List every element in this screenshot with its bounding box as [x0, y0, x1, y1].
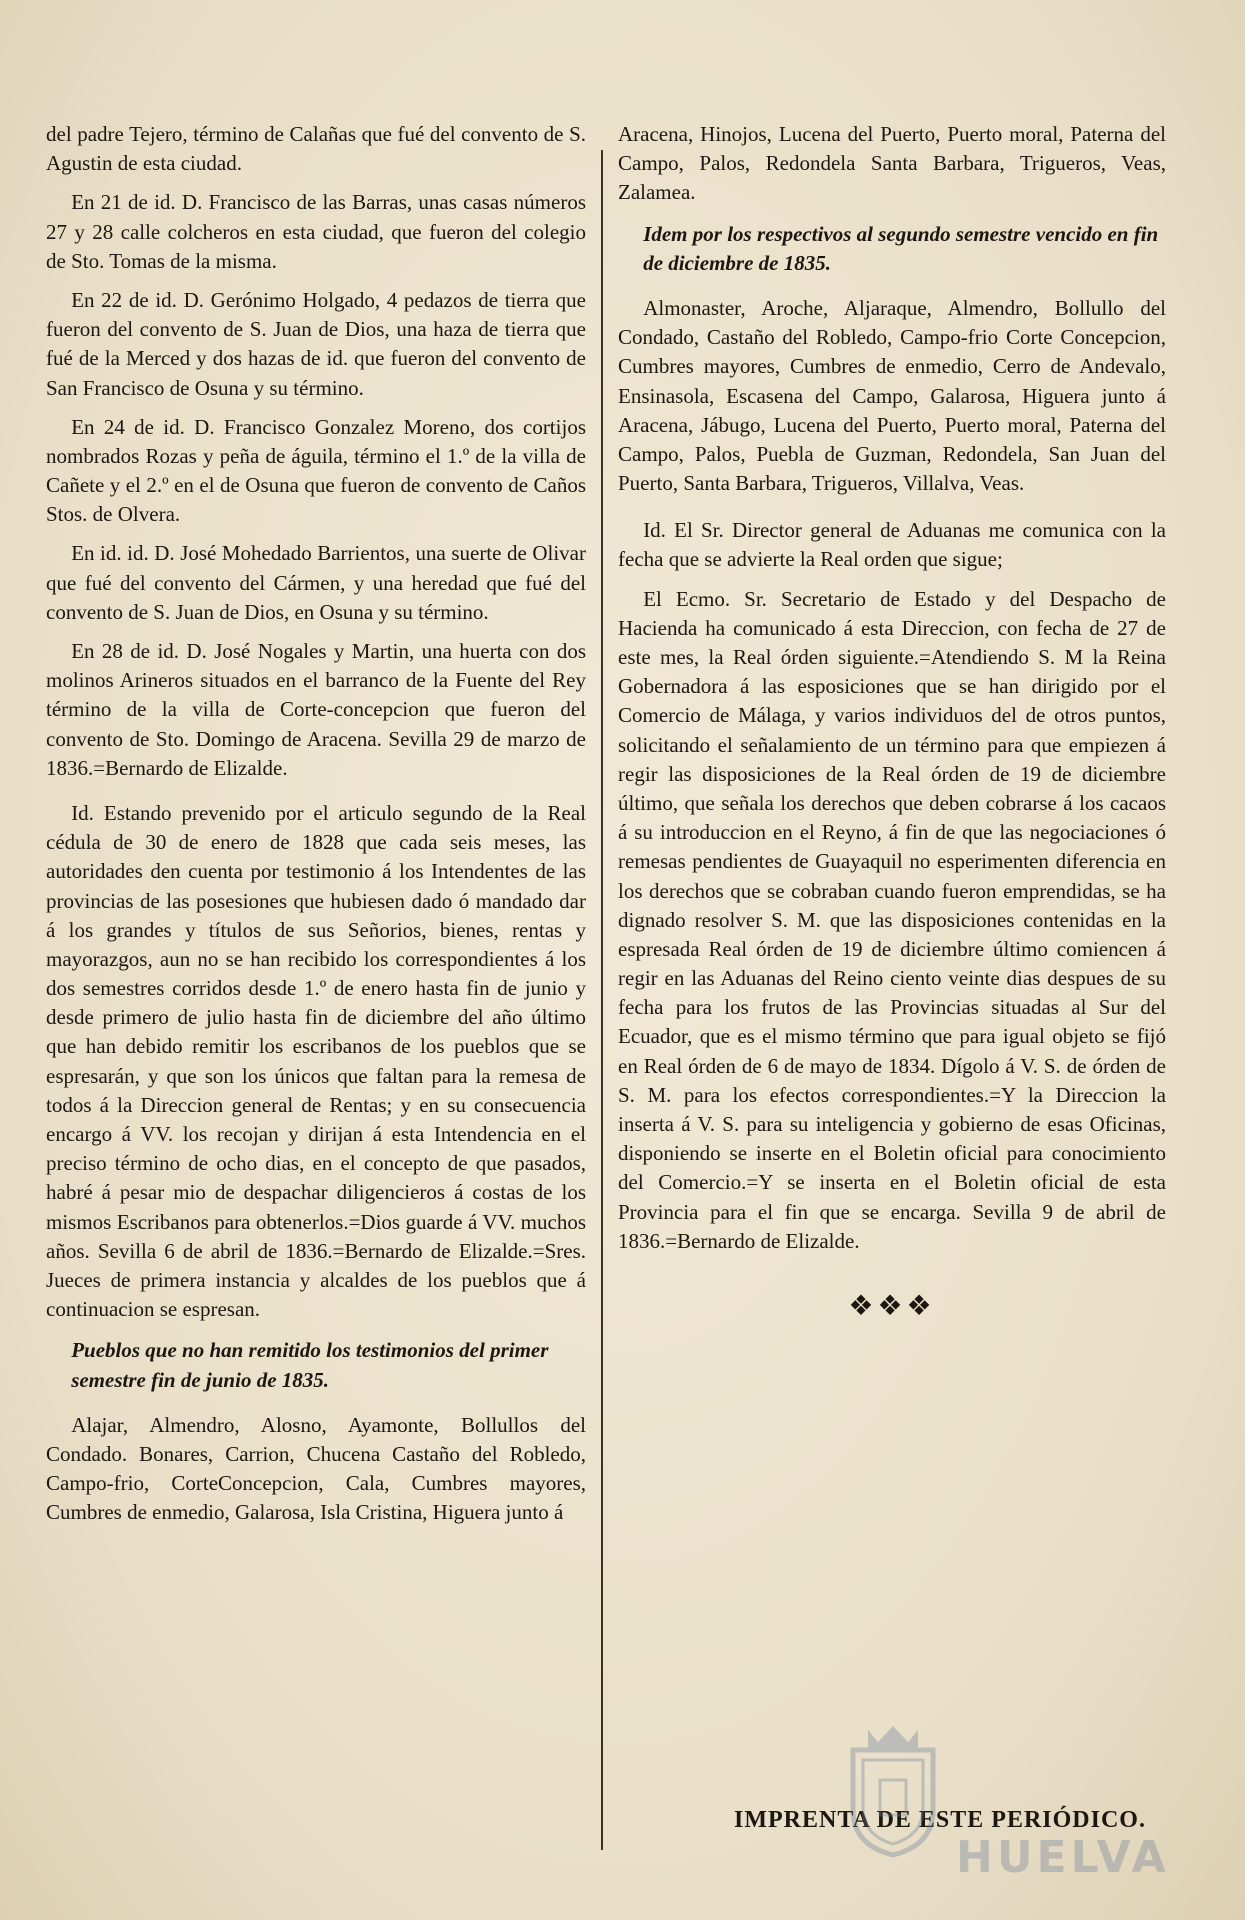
- watermark: [838, 1720, 1198, 1910]
- left-paragraph-7: Id. Estando prevenido por el articulo segundo de la Real cédula de 30 de enero de 1828 que cada seis meses, las autoridades den cuenta por testimonio á los Intendentes de las provincias de las posesiones que hubiesen dado ó mandado dar á los grandes y títulos de sus Señorios, bienes, rentas y mayorazgos, aun no se han recibido los correspondientes á los dos semestres corridos desde 1.º de enero hasta fin de junio y desde primero de julio hasta fin de diciembre del año último que han debido remitir los escribanos de los pueblos que se espresarán, y que son los únicos que faltan para la remesa de todos á la Direccion general de Rentas; y en su consecuencia encargo á VV. los recojan y dirijan á esta Intendencia en el preciso término de ocho dias, en el concepto de que pasados, habré á pesar mio de despachar diligencieros á costas de los mismos Escribanos para obtenerlos.=Dios guarde á VV. muchos años. Sevilla 6 de abril de 1836.=Bernardo de Elizalde.=Sres. Jueces de primera instancia y alcaldes de los pueblos que á continuacion se espresan.: [46, 800, 586, 1322]
- right-paragraph-1: Id. El Sr. Director general de Aduanas me comunica con la fecha que se advierte la Real orden que sigue;: [618, 518, 1166, 572]
- right-column: [618, 120, 1166, 1367]
- ornament-divider: ❖❖❖: [848, 1290, 936, 1322]
- left-paragraph-6: En 28 de id. D. José Nogales y Martin, una huerta con dos molinos Arineros situados en el barranco de la Fuente del Rey término de la villa de Corte-concepcion que fueron del convento de Sto. Domingo de Aracena. Sevilla 29 de marzo de 1836.=Bernardo de Elizalde.: [46, 639, 586, 780]
- left-section-heading: Pueblos que no han remitido los testimonios del primer semestre fin de junio de 1835.: [71, 1338, 549, 1392]
- watermark-text: HUELVA: [956, 1832, 1170, 1883]
- crest-icon: [838, 1720, 948, 1860]
- left-paragraph-3: En 22 de id. D. Gerónimo Holgado, 4 pedazos de tierra que fueron del convento de S. Juan de Dios, una haza de tierra que fué de la Merced y dos hazas de id. que fueron del convento de San Francisco de Osuna y su término.: [46, 287, 586, 400]
- left-column: [46, 120, 586, 1537]
- left-paragraph-4: En 24 de id. D. Francisco Gonzalez Moreno, dos cortijos nombrados Rozas y peña de águila, término el 1.º de la villa de Cañete y el 2.º en el de Osuna que fueron de convento de Caños Stos. de Olvera.: [46, 414, 586, 527]
- left-town-list: Alajar, Almendro, Alosno, Ayamonte, Bollullos del Condado. Bonares, Carrion, Chucena Castaño del Robledo, Campo-frio, CorteConcepcion, Cala, Cumbres mayores, Cumbres de enmedio, Galarosa, Isla Cristina, Higuera junto á: [46, 1412, 586, 1525]
- left-paragraph-2: En 21 de id. D. Francisco de las Barras, unas casas números 27 y 28 calle colcheros en esta ciudad, que fueron del colegio de Sto. Tomas de la misma.: [46, 190, 586, 273]
- column-divider: [601, 150, 603, 1850]
- right-paragraph-2: El Ecmo. Sr. Secretario de Estado y del Despacho de Hacienda ha comunicado á esta Direccion, con fecha de 27 de este mes, la Real órden siguiente.=Atendiendo S. M la Reina Gobernadora á las esposiciones que se han dirigido por el Comercio de Málaga, y varios individuos del de otros puntos, solicitando el señalamiento de un término para que empiezen á regir las disposiciones de la Real órden de 19 de diciembre último, que señala los derechos que deben cobrarse á los cacaos á su introduccion en el Reyno, á fin de que las negociaciones ó remesas pendientes de Guayaquil no esperimenten diferencia en los derechos que se cobraban cuando fueron emprendidas, se ha dignado resolver S. M. que las disposiciones contenidas en la espresada Real órden de 19 de diciembre último comiencen á regir en las Aduanas del Reino ciento veinte dias despues de su fecha para los frutos de las Provincias situadas al Sur del Ecuador, que es el mismo término que para igual objeto se fijó en Real órden de 6 de mayo de 1834. Dígolo á V. S. de órden de S. M. para los efectos correspondientes.=Y la Direccion la inserta á V. S. para su inteligencia y gobierno de esas Oficinas, disponiendo se inserte en el Boletin oficial para conocimiento del Comercio.=Y se inserta en el Boletin oficial de esta Provincia para el fin que se encarga. Sevilla 9 de abril de 1836.=Bernardo de Elizalde.: [618, 586, 1166, 1253]
- right-section-heading: Idem por los respectivos al segundo semestre vencido en fin de diciembre de 1835.: [643, 221, 1159, 275]
- right-town-list-1: Aracena, Hinojos, Lucena del Puerto, Puerto moral, Paterna del Campo, Palos, Redondela Santa Barbara, Trigueros, Veas, Zalamea.: [618, 122, 1166, 205]
- imprint-line: IMPRENTA DE ESTE PERIÓDICO.: [734, 1807, 1146, 1833]
- right-town-list-2: Almonaster, Aroche, Aljaraque, Almendro, Bollullo del Condado, Castaño del Robledo, Campo-frio Corte Concepcion, Cumbres mayores, Cumbres de enmedio, Cerro de Andevalo, Ensinasola, Escasena del Campo, Galarosa, Higuera junto á Aracena, Jábugo, Lucena del Puerto, Puerto moral, Paterna del Campo, Palos, Puebla de Guzman, Redondela, San Juan del Puerto, Santa Barbara, Trigueros, Villalva, Veas.: [618, 295, 1166, 496]
- left-paragraph-1: del padre Tejero, término de Calañas que fué del convento de S. Agustin de esta ciudad.: [46, 122, 586, 176]
- left-paragraph-5: En id. id. D. José Mohedado Barrientos, una suerte de Olivar que fué del convento del Cármen, y una heredad que fué del convento de S. Juan de Dios, en Osuna y su término.: [46, 541, 586, 624]
